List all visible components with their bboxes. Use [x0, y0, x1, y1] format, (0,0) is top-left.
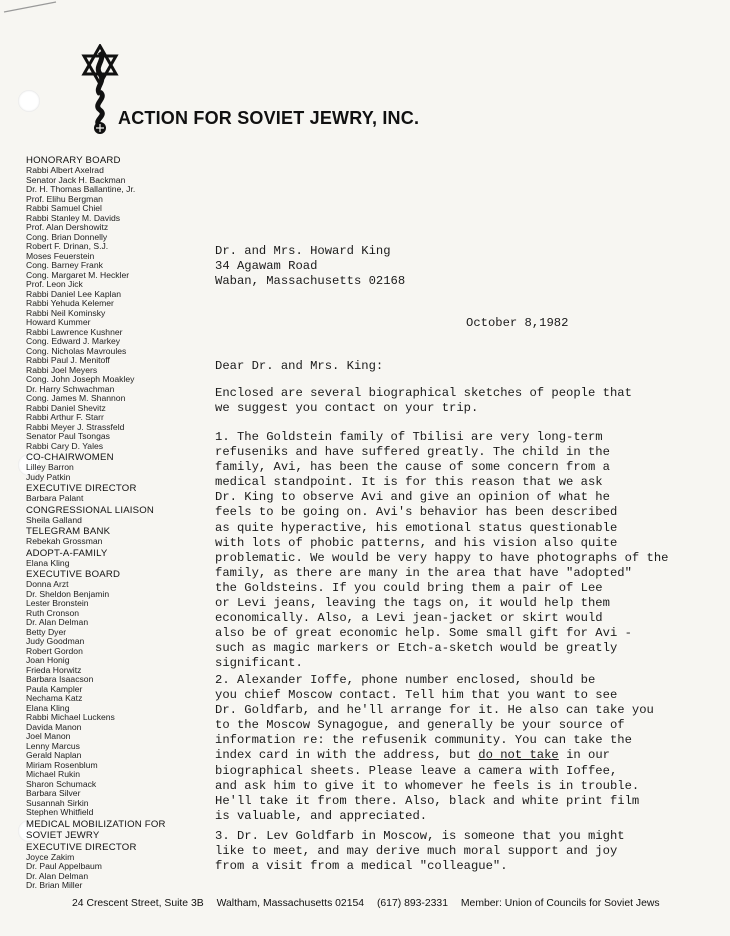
paragraph-line: Enclosed are several biographical sketches of people that — [215, 386, 632, 400]
board-member-name: Cong. Margaret M. Heckler — [26, 269, 130, 280]
board-member-name: Donna Arzt — [26, 579, 69, 589]
paragraph-line: refuseniks and have suffered greatly. The child in the — [215, 445, 610, 460]
board-section-title: CONGRESSIONAL LIAISON — [26, 504, 155, 516]
board-member-name: Cong. Edward J. Markey — [26, 336, 121, 346]
paragraph-line: significant. — [215, 656, 303, 671]
paragraph-line: He'll take it from there. Also, black and white print film — [215, 793, 640, 808]
paragraph-line: the Goldsteins. If you could bring them a pair of Lee — [215, 580, 603, 595]
board-section — [26, 569, 196, 818]
board-section-title: ADOPT-A-FAMILY — [26, 547, 108, 559]
board-member-name: Barbara Palant — [26, 493, 84, 503]
board-member-name: Dr. Paul Appelbaum — [26, 861, 102, 871]
board-member-name: Moses Feuerstein — [26, 250, 95, 261]
paragraph-line: is valuable, and appreciated. — [215, 808, 428, 823]
board-member-name: Dr. Alan Delman — [26, 870, 89, 881]
board-member-name: Gerald Naplan — [26, 750, 82, 760]
board-member-name: Lenny Marcus — [26, 740, 80, 751]
board-member-name: Betty Dyer — [26, 626, 67, 637]
punch-hole — [18, 90, 40, 112]
board-member-name: Joyce Zakim — [26, 851, 75, 862]
board-member-name: Robert Gordon — [26, 645, 83, 656]
board-member-name: Judy Goodman — [26, 636, 85, 646]
board-member-name: Prof. Alan Dershowitz — [26, 222, 109, 232]
board-member-name: Rabbi Samuel Chiel — [26, 203, 102, 213]
paragraph-line: medical standpoint. It is for this reason that we ask — [215, 475, 603, 490]
board-member-name: Robert F. Drinan, S.J. — [26, 241, 109, 251]
footer-member: Member: Union of Councils for Soviet Jews — [460, 898, 660, 909]
paragraph-line: Dr. King to observe Avi and give an opinion of what he — [215, 490, 610, 505]
board-member-name: Cong. Barney Frank — [26, 260, 103, 270]
board-member-name: Davida Manon — [26, 721, 82, 732]
board-member-name: Frieda Horwitz — [26, 664, 82, 675]
board-member-name: Lilley Barron — [26, 462, 74, 472]
board-member-name: Stephen Whitfield — [26, 807, 94, 817]
board-member-name: Cong. James M. Shannon — [26, 393, 126, 403]
board-member-name: Michael Rukin — [26, 769, 80, 779]
board-member-name: Cong. Nicholas Mavroules — [26, 345, 127, 356]
board-member-name: Joel Manon — [26, 731, 71, 741]
board-member-name: Rabbi Paul J. Menitoff — [26, 355, 110, 365]
board-member-name: Judy Patkin — [26, 471, 71, 482]
board-member-name: Paula Kampler — [26, 683, 83, 694]
address-line: Waban, Massachusetts 02168 — [215, 274, 406, 289]
intro-paragraph — [215, 386, 685, 416]
paragraph-line: Dr. Goldfarb, and he'll arrange for it. He also can take you — [215, 703, 654, 718]
recipient-address — [215, 244, 685, 289]
board-member-name: Dr. Brian Miller — [26, 880, 83, 890]
paragraph-line: also be of great economic help. Some small gift for Avi - — [215, 626, 632, 641]
board-section-title: EXECUTIVE DIRECTOR — [26, 841, 137, 853]
paragraph-line: and ask him to give it to whomever he feels is in trouble. — [215, 778, 640, 793]
board-listing — [26, 154, 196, 891]
paragraph-line: family, Avi, has been the cause of some concern from a — [215, 460, 610, 475]
board-section — [26, 483, 196, 504]
paragraph-line: to the Moscow Synagogue, and generally be your source of — [215, 718, 625, 733]
org-name: ACTION FOR SOVIET JEWRY, INC. — [118, 108, 420, 128]
board-section — [26, 842, 196, 891]
board-member-name: Rabbi Neil Kominsky — [26, 307, 106, 318]
board-member-name: Cong. John Joseph Moakley — [26, 374, 135, 384]
paragraph-line: problematic. We would be very happy to have photographs of the — [215, 550, 669, 565]
paragraph-line: as quite hyperactive, his emotional status questionable — [215, 520, 618, 535]
paragraph-1 — [215, 430, 685, 672]
board-member-name: Rabbi Daniel Lee Kaplan — [26, 288, 122, 299]
board-member-name: Senator Paul Tsongas — [26, 431, 110, 441]
board-member-name: Elana Kling — [26, 702, 70, 713]
board-member-name: Rebekah Grossman — [26, 536, 103, 546]
footer-city: Waltham, Massachusetts 02154 — [216, 898, 365, 909]
board-section-title: CO-CHAIRWOMEN — [26, 452, 114, 463]
paragraph-line: information re: the refusenik community. You can take the — [215, 733, 632, 748]
paragraph-line: 2. Alexander Ioffe, phone number enclosed, should be — [215, 673, 596, 687]
board-member-name: Cong. Brian Donnelly — [26, 231, 108, 242]
board-member-name: Rabbi Yehuda Kelemer — [26, 298, 114, 308]
board-member-name: Sheila Galland — [26, 514, 82, 525]
letter-date: October 8,1982 — [466, 316, 569, 330]
board-member-name: Rabbi Stanley M. Davids — [26, 212, 121, 223]
board-member-name: Rabbi Meyer J. Strassfeld — [26, 421, 125, 432]
board-member-name: Joan Honig — [26, 655, 70, 665]
board-member-name: Susannah Sirkin — [26, 797, 89, 808]
board-section — [26, 819, 196, 841]
board-member-name: Barbara Isaacson — [26, 674, 94, 684]
paragraph-line: like to meet, and may derive much moral support and joy — [215, 844, 618, 859]
line-text: index card in with the address, but — [215, 748, 479, 763]
paragraph-3 — [215, 829, 685, 874]
board-member-name: Rabbi Daniel Shevitz — [26, 402, 106, 413]
paragraph-line: 1. The Goldstein family of Tbilisi are very long-term — [215, 430, 603, 444]
paragraph-line: family, as there are many in the area that have "adopted" — [215, 565, 632, 580]
board-section — [26, 526, 196, 547]
paragraph-line: 3. Dr. Lev Goldfarb in Moscow, is someone that you might — [215, 829, 625, 843]
board-member-name: Rabbi Arthur F. Starr — [26, 412, 104, 422]
board-member-name: Dr. Harry Schwachman — [26, 383, 115, 394]
board-member-name: Barbara Silver — [26, 788, 81, 798]
board-section — [26, 505, 196, 526]
paragraph-line: economically. Also, a Levi jean-jacket or skirt would — [215, 611, 603, 626]
paragraph-line: you chief Moscow contact. Tell him that you want to see — [215, 688, 618, 703]
board-section-title: MEDICAL MOBILIZATION FOR SOVIET JEWRY — [26, 818, 166, 841]
paragraph-line: with lots of phobic patterns, and his vision also quite — [215, 535, 618, 550]
paragraph-line: biographical sheets. Please leave a camera with Ioffee, — [215, 763, 618, 778]
board-member-name: Rabbi Joel Meyers — [26, 364, 98, 375]
board-member-name: Dr. Alan Delman — [26, 617, 89, 627]
board-member-name: Prof. Elihu Bergman — [26, 193, 103, 204]
line-text: in our — [558, 748, 610, 763]
board-member-name: Rabbi Lawrence Kushner — [26, 326, 123, 337]
board-member-name: Prof. Leon Jick — [26, 279, 83, 289]
board-member-name: Ruth Cronson — [26, 607, 80, 618]
board-section-title: TELEGRAM BANK — [26, 526, 111, 537]
board-member-name: Howard Kummer — [26, 317, 91, 327]
paragraph-2 — [215, 673, 685, 824]
address-line: Dr. and Mrs. Howard King — [215, 244, 391, 258]
paragraph-line: we suggest you contact on your trip. — [215, 401, 479, 416]
footer-phone: (617) 893-2331 — [376, 898, 448, 909]
board-section-title: EXECUTIVE BOARD — [26, 569, 121, 580]
paragraph-line: or Levi jeans, leaving the tags on, it would help them — [215, 596, 610, 611]
board-member-name: Sharon Schumack — [26, 778, 97, 789]
address-line: 34 Agawam Road — [215, 259, 318, 274]
board-member-name: Elana Kling — [26, 557, 70, 568]
letterhead-footer — [72, 898, 670, 909]
board-section — [26, 155, 196, 451]
board-member-name: Dr. Sheldon Benjamin — [26, 588, 110, 599]
board-member-name: Lester Bronstein — [26, 598, 89, 608]
paragraph-line — [215, 748, 685, 763]
board-section — [26, 548, 196, 569]
board-member-name: Rabbi Albert Axelrad — [26, 165, 104, 175]
board-member-name: Rabbi Michael Luckens — [26, 712, 115, 722]
board-member-name: Nechama Katz — [26, 693, 83, 703]
salutation: Dear Dr. and Mrs. King: — [215, 359, 384, 373]
paragraph-line: from a visit from a medical "colleague". — [215, 859, 508, 874]
board-section — [26, 452, 196, 482]
underlined-text: do not take — [478, 748, 559, 763]
board-section-title: HONORARY BOARD — [26, 155, 121, 166]
board-member-name: Miriam Rosenblum — [26, 759, 98, 770]
paragraph-line: feels to be going on. Avi's behavior has been described — [215, 505, 618, 520]
board-member-name: Senator Jack H. Backman — [26, 174, 126, 185]
board-member-name: Dr. H. Thomas Ballantine, Jr. — [26, 184, 136, 194]
footer-street: 24 Crescent Street, Suite 3B — [72, 898, 204, 909]
board-section-title: EXECUTIVE DIRECTOR — [26, 483, 137, 494]
paragraph-line: such as magic markers or Etch-a-sketch would be greatly — [215, 641, 618, 656]
board-member-name: Rabbi Cary D. Yales — [26, 440, 104, 451]
fold-mark — [0, 0, 60, 16]
